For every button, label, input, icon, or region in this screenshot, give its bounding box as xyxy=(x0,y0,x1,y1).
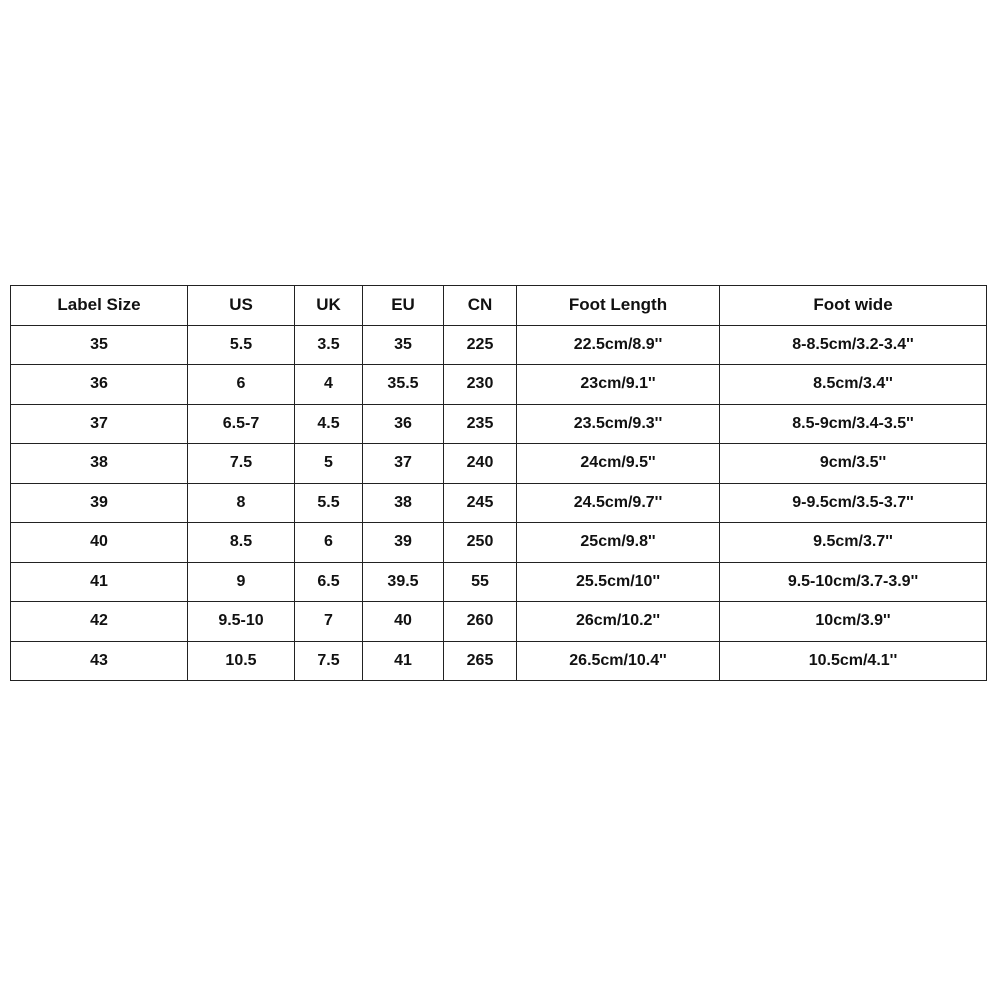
cell-cn: 245 xyxy=(444,483,517,523)
cell-label-size: 36 xyxy=(11,365,188,405)
cell-cn: 235 xyxy=(444,404,517,444)
cell-label-size: 37 xyxy=(11,404,188,444)
cell-eu: 37 xyxy=(363,444,444,484)
cell-us: 8.5 xyxy=(188,523,295,563)
cell-us: 10.5 xyxy=(188,641,295,681)
cell-us: 9.5-10 xyxy=(188,602,295,642)
cell-uk: 5 xyxy=(295,444,363,484)
cell-eu: 35 xyxy=(363,325,444,365)
cell-uk: 6 xyxy=(295,523,363,563)
column-header-uk: UK xyxy=(295,286,363,326)
table-body xyxy=(11,325,987,681)
cell-foot-wide: 8-8.5cm/3.2-3.4'' xyxy=(720,325,987,365)
cell-uk: 6.5 xyxy=(295,562,363,602)
cell-eu: 39 xyxy=(363,523,444,563)
cell-foot-wide: 9.5cm/3.7'' xyxy=(720,523,987,563)
cell-label-size: 38 xyxy=(11,444,188,484)
cell-uk: 3.5 xyxy=(295,325,363,365)
cell-foot-length: 25.5cm/10'' xyxy=(517,562,720,602)
cell-label-size: 35 xyxy=(11,325,188,365)
table-row xyxy=(11,444,987,484)
table-row xyxy=(11,365,987,405)
cell-label-size: 43 xyxy=(11,641,188,681)
cell-uk: 5.5 xyxy=(295,483,363,523)
column-header-foot-length: Foot Length xyxy=(517,286,720,326)
cell-eu: 38 xyxy=(363,483,444,523)
cell-uk: 4.5 xyxy=(295,404,363,444)
size-chart-table xyxy=(10,285,987,681)
cell-uk: 7.5 xyxy=(295,641,363,681)
table-header xyxy=(11,286,987,326)
cell-eu: 36 xyxy=(363,404,444,444)
cell-foot-length: 25cm/9.8'' xyxy=(517,523,720,563)
cell-foot-wide: 9-9.5cm/3.5-3.7'' xyxy=(720,483,987,523)
cell-us: 6.5-7 xyxy=(188,404,295,444)
cell-us: 6 xyxy=(188,365,295,405)
table-row xyxy=(11,562,987,602)
cell-cn: 260 xyxy=(444,602,517,642)
cell-foot-wide: 8.5-9cm/3.4-3.5'' xyxy=(720,404,987,444)
table-row xyxy=(11,641,987,681)
cell-us: 7.5 xyxy=(188,444,295,484)
cell-foot-length: 26.5cm/10.4'' xyxy=(517,641,720,681)
column-header-us: US xyxy=(188,286,295,326)
cell-foot-wide: 10.5cm/4.1'' xyxy=(720,641,987,681)
cell-cn: 55 xyxy=(444,562,517,602)
cell-uk: 7 xyxy=(295,602,363,642)
cell-foot-wide: 9cm/3.5'' xyxy=(720,444,987,484)
cell-eu: 39.5 xyxy=(363,562,444,602)
header-row xyxy=(11,286,987,326)
cell-label-size: 39 xyxy=(11,483,188,523)
cell-eu: 35.5 xyxy=(363,365,444,405)
column-header-label-size: Label Size xyxy=(11,286,188,326)
cell-foot-wide: 8.5cm/3.4'' xyxy=(720,365,987,405)
cell-cn: 230 xyxy=(444,365,517,405)
cell-foot-length: 23.5cm/9.3'' xyxy=(517,404,720,444)
column-header-cn: CN xyxy=(444,286,517,326)
cell-foot-wide: 10cm/3.9'' xyxy=(720,602,987,642)
cell-us: 9 xyxy=(188,562,295,602)
cell-us: 8 xyxy=(188,483,295,523)
table-row xyxy=(11,404,987,444)
cell-uk: 4 xyxy=(295,365,363,405)
cell-cn: 250 xyxy=(444,523,517,563)
table-row xyxy=(11,602,987,642)
table-row xyxy=(11,523,987,563)
cell-label-size: 41 xyxy=(11,562,188,602)
cell-cn: 240 xyxy=(444,444,517,484)
column-header-eu: EU xyxy=(363,286,444,326)
cell-foot-length: 23cm/9.1'' xyxy=(517,365,720,405)
cell-eu: 40 xyxy=(363,602,444,642)
table-row xyxy=(11,325,987,365)
cell-eu: 41 xyxy=(363,641,444,681)
cell-foot-length: 22.5cm/8.9'' xyxy=(517,325,720,365)
cell-foot-length: 24.5cm/9.7'' xyxy=(517,483,720,523)
cell-foot-length: 24cm/9.5'' xyxy=(517,444,720,484)
cell-cn: 225 xyxy=(444,325,517,365)
cell-us: 5.5 xyxy=(188,325,295,365)
cell-foot-wide: 9.5-10cm/3.7-3.9'' xyxy=(720,562,987,602)
cell-cn: 265 xyxy=(444,641,517,681)
table-row xyxy=(11,483,987,523)
cell-label-size: 40 xyxy=(11,523,188,563)
cell-foot-length: 26cm/10.2'' xyxy=(517,602,720,642)
column-header-foot-wide: Foot wide xyxy=(720,286,987,326)
cell-label-size: 42 xyxy=(11,602,188,642)
